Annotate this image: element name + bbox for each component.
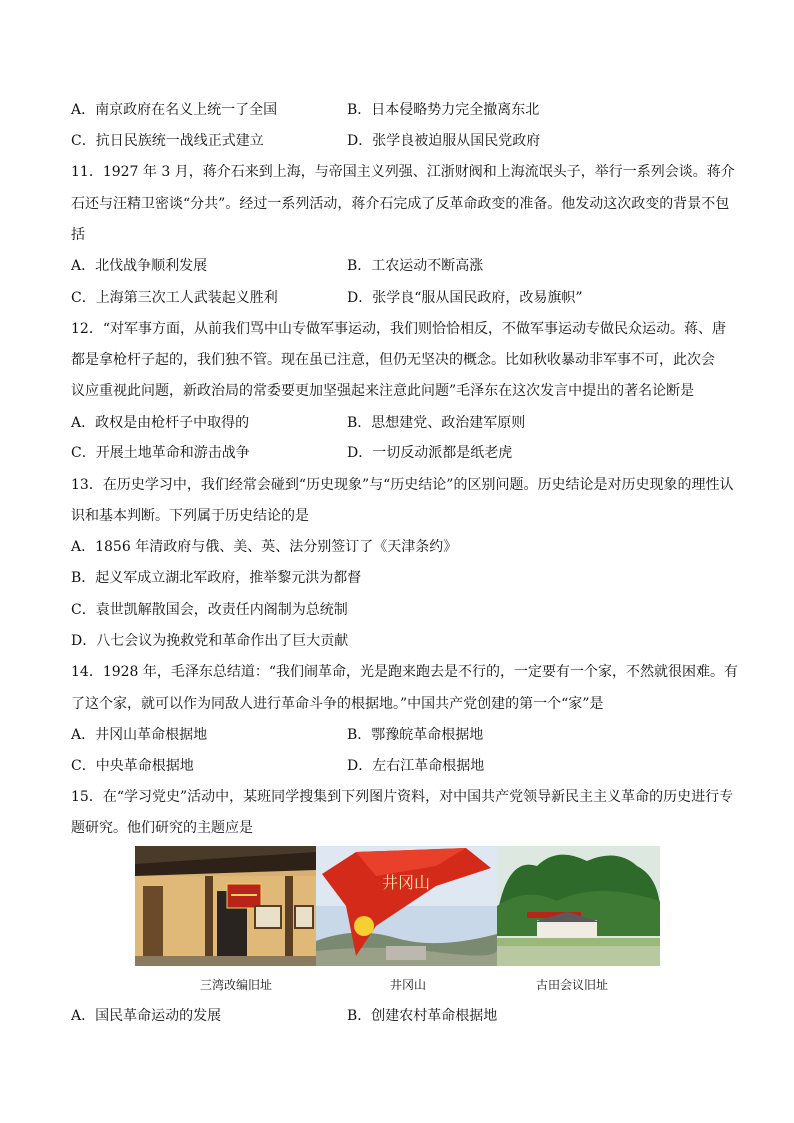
q12-option-c[interactable]: C．开展土地革命和游击战争 (71, 445, 250, 461)
q11-option-c[interactable]: C．上海第三次工人武装起义胜利 (71, 290, 278, 306)
q11-stem-line-3: 括 (71, 227, 85, 243)
gutian-site-photo (497, 846, 660, 966)
q11-option-b[interactable]: B．工农运动不断高涨 (347, 258, 484, 274)
q15-stem-line-1: 15．在“学习党史”活动中，某班同学搜集到下列图片资料，对中国共产党领导新民主主义革命的历史进行专 (71, 789, 734, 805)
q14-option-a[interactable]: A．井冈山革命根据地 (71, 727, 208, 743)
caption-gutian: 古田会议旧址 (536, 978, 609, 992)
q14-option-b[interactable]: B．鄂豫皖革命根据地 (347, 727, 484, 743)
q10-option-a[interactable]: A．南京政府在名义上统一了全国 (71, 102, 278, 118)
q12-option-a[interactable]: A．政权是由枪杆子中取得的 (71, 415, 250, 431)
sanwan-site-photo (135, 846, 316, 966)
q11-option-a[interactable]: A．北伐战争顺利发展 (71, 258, 208, 274)
q11-stem-line-1: 11．1927 年 3 月，蒋介石来到上海，与帝国主义列强、江浙财阀和上海流氓头子，举行一系列会谈。蒋介 (71, 164, 735, 180)
q10-option-b[interactable]: B．日本侵略势力完全撤离东北 (347, 102, 540, 118)
q10-option-d[interactable]: D．张学良被迫服从国民党政府 (347, 133, 541, 149)
q14-option-c[interactable]: C．中央革命根据地 (71, 758, 194, 774)
q12-stem-line-1: 12．“对军事方面，从前我们骂中山专做军事运动，我们则恰恰相反，不做军事运动专做民众运动。蒋、唐 (71, 321, 726, 337)
q13-option-a[interactable]: A．1856 年清政府与俄、美、英、法分别签订了《天津条约》 (71, 539, 458, 555)
q12-option-b[interactable]: B．思想建党、政治建军原则 (347, 415, 526, 431)
q13-stem-line-1: 13．在历史学习中，我们经常会碰到“历史现象”与“历史结论”的区别问题。历史结论是对历史现象的理性认 (71, 477, 734, 493)
q15-option-b[interactable]: B．创建农村革命根据地 (347, 1008, 498, 1024)
q13-option-b[interactable]: B．起义军成立湖北军政府，推举黎元洪为都督 (71, 570, 362, 586)
q12-stem-line-2: 都是拿枪杆子起的，我们独不管。现在虽已注意，但仍无坚决的概念。比如秋收暴动非军事不可，此次会 (71, 352, 715, 368)
q10-option-c[interactable]: C．抗日民族统一战线正式建立 (71, 133, 264, 149)
caption-jinggangshan: 井冈山 (390, 978, 427, 992)
q12-option-d[interactable]: D．一切反动派都是纸老虎 (347, 445, 513, 461)
sculpture-lettering: 井冈山 (382, 873, 431, 892)
q12-stem-line-3: 议应重视此问题，新政治局的常委要更加坚强起来注意此问题”毛泽东在这次发言中提出的著名论断是 (71, 383, 695, 399)
q13-option-d[interactable]: D．八七会议为挽救党和革命作出了巨大贡献 (71, 633, 349, 649)
q15-option-a[interactable]: A．国民革命运动的发展 (71, 1008, 222, 1024)
q13-stem-line-2: 识和基本判断。下列属于历史结论的是 (71, 508, 309, 524)
q14-stem-line-2: 了这个家，就可以作为同敌人进行革命斗争的根据地。”中国共产党创建的第一个“家”是 (71, 696, 604, 712)
caption-sanwan: 三湾改编旧址 (200, 978, 273, 992)
q11-stem-line-2: 石还与汪精卫密谈“分共”。经过一系列活动，蒋介石完成了反革命政变的准备。他发动这次政变的背景不包 (71, 196, 730, 212)
q13-option-c[interactable]: C．袁世凯解散国会，改责任内阁制为总统制 (71, 602, 348, 618)
q14-stem-line-1: 14．1928 年，毛泽东总结道：“我们闹革命，光是跑来跑去是不行的，一定要有一个家，不然就很困难。有 (71, 664, 739, 680)
q11-option-d[interactable]: D．张学良“服从国民政府，改易旗帜” (347, 290, 583, 306)
jinggangshan-photo (316, 846, 497, 966)
q15-stem-line-2: 题研究。他们研究的主题应是 (71, 820, 253, 836)
q14-option-d[interactable]: D．左右江革命根据地 (347, 758, 485, 774)
